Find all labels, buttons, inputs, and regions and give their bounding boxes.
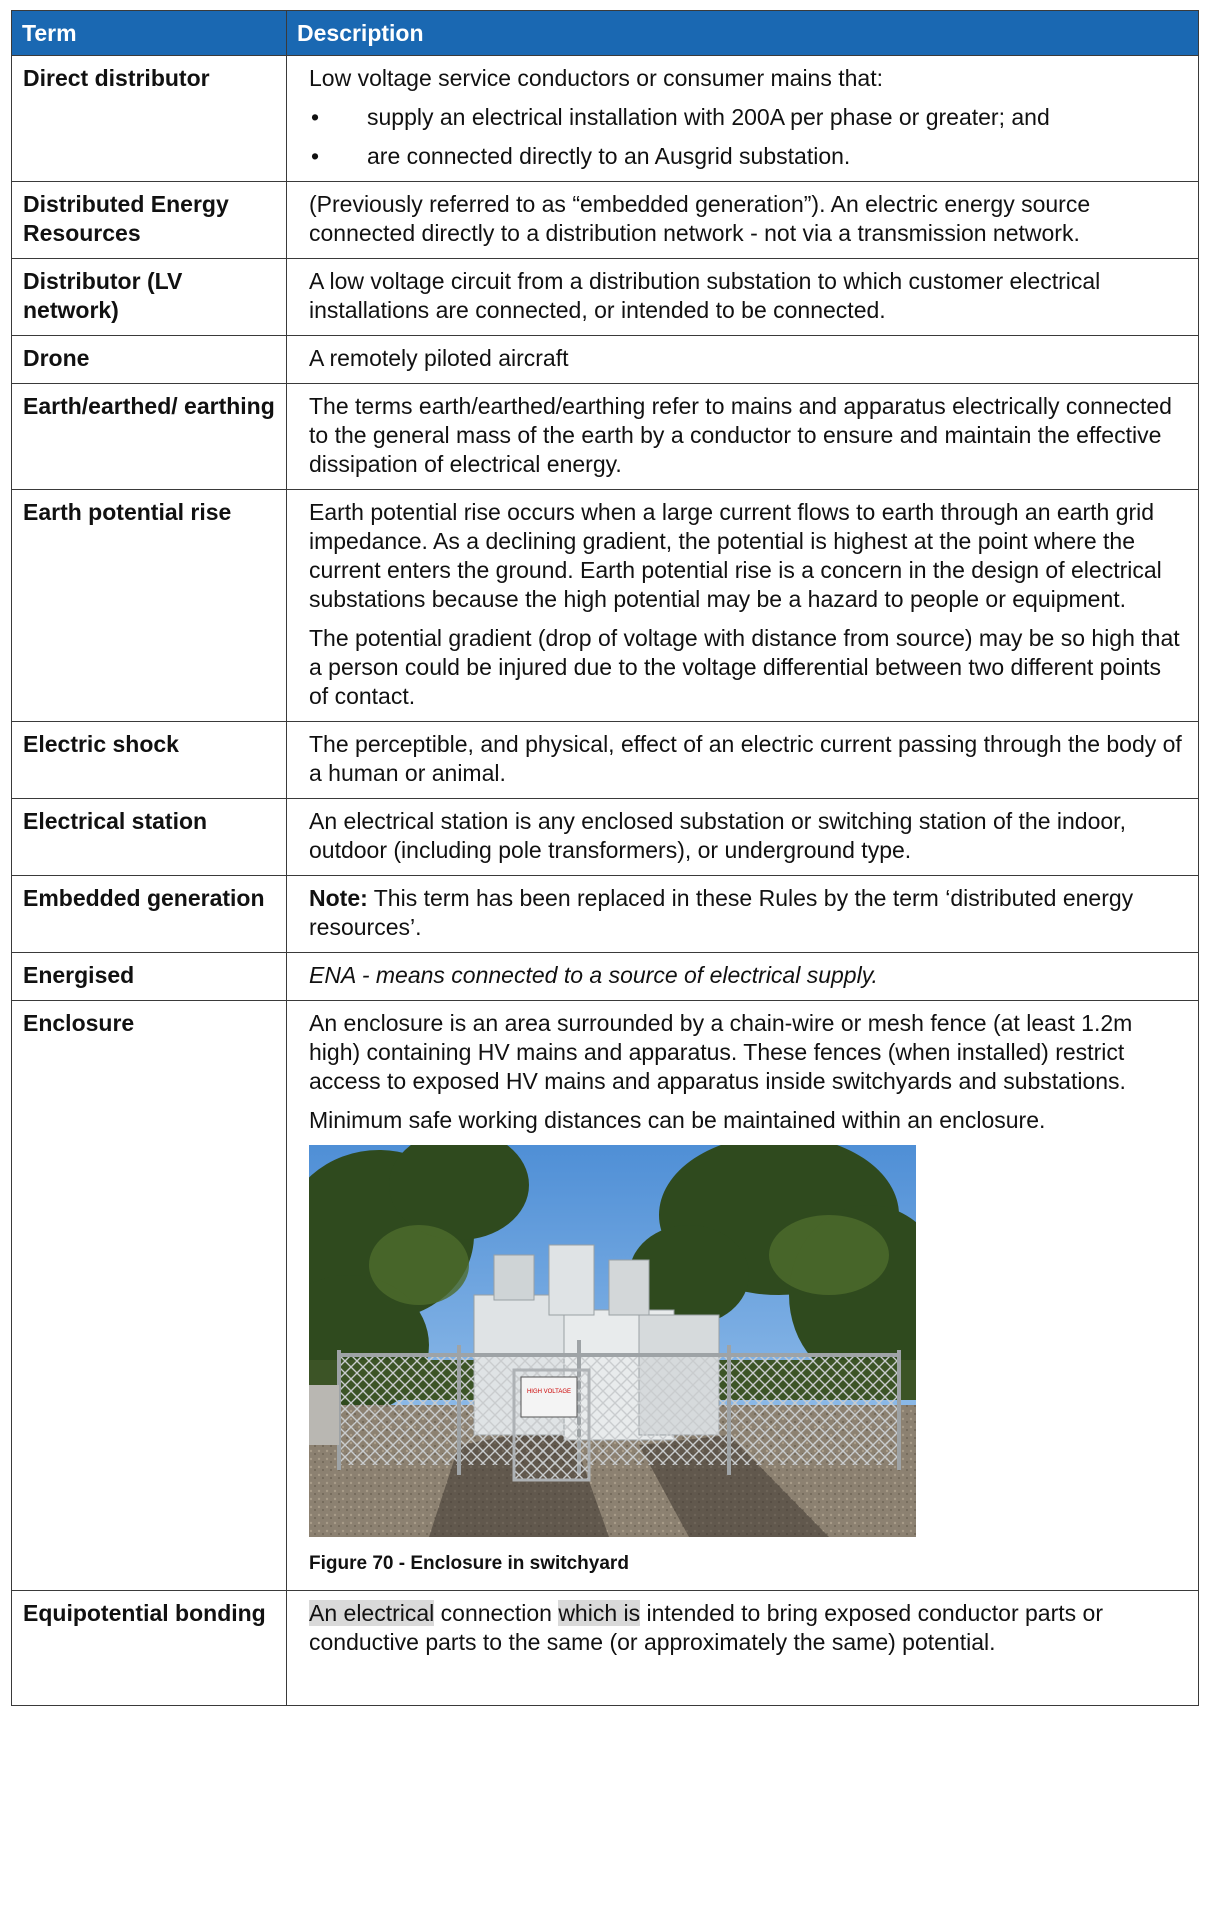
table-row [12,336,1199,384]
term-cell: Electric shock [12,722,287,799]
term-cell: Embedded generation [12,876,287,953]
description-cell [287,56,1199,182]
term-cell: Earth/earthed/ earthing [12,384,287,490]
table-row [12,1591,1199,1706]
table-row [12,953,1199,1001]
highlighted-text: An electrical [309,1600,435,1626]
table-row [12,259,1199,336]
description-paragraph: Earth potential rise occurs when a large current flows to earth through an earth grid impedance. As a declining gradient, the potential is highest at the point where the current enters the ground. Earth potential rise is a concern in the design of electrical substations because the high potential may be a hazard to people or equipment. [309,499,1162,612]
term-cell: Distributed Energy Resources [12,182,287,259]
table-row [12,182,1199,259]
text-span: connection [434,1600,559,1626]
description-cell [287,876,1199,953]
term-cell: Drone [12,336,287,384]
table-row [12,56,1199,182]
note-text: This term has been replaced in these Rules by the term ‘distributed energy resources’. [309,885,1134,940]
switchyard-photo-illustration [309,1145,916,1537]
description-cell: A low voltage circuit from a distribution substation to which customer electrical installations are connected, or intended to be connected. [287,259,1199,336]
description-cell: (Previously referred to as “embedded generation”). An electric energy source connected directly to a distribution network - not via a transmission network. [287,182,1199,259]
term-cell: Distributor (LV network) [12,259,287,336]
table-row [12,1001,1199,1591]
table-row [12,799,1199,876]
bullet-list [309,103,1184,171]
description-cell [287,1591,1199,1706]
term-cell: Electrical station [12,799,287,876]
description-cell: ENA - means connected to a source of electrical supply. [287,953,1199,1001]
header-term: Term [12,11,287,56]
term-cell: Direct distributor [12,56,287,182]
description-intro: Low voltage service conductors or consumer mains that: [309,65,883,91]
highlighted-text: which is [558,1600,641,1626]
term-cell: Earth potential rise [12,490,287,722]
description-paragraph: An enclosure is an area surrounded by a chain-wire or mesh fence (at least 1.2m high) containing HV mains and apparatus. These fences (when installed) restrict access to exposed HV mains and apparatus inside switchyards and substations. [309,1010,1133,1094]
bullet-item: • are connected directly to an Ausgrid substation. [309,142,1184,171]
glossary-table [11,10,1199,1706]
description-cell [287,490,1199,722]
description-cell: A remotely piloted aircraft [287,336,1199,384]
description-cell [287,1001,1199,1591]
table-row [12,876,1199,953]
note-label: Note: [309,885,368,911]
table-row [12,722,1199,799]
text-span: intended to bring exposed conductor parts or conductive parts to the same (or approximately the same) potential. [309,1600,1103,1655]
term-cell: Equipotential bonding [12,1591,287,1706]
svg-text:HIGH VOLTAGE: HIGH VOLTAGE [526,1389,572,1395]
figure-caption: Figure 70 - Enclosure in switchyard [309,1553,629,1574]
enclosure-photo [309,1145,916,1537]
table-row [12,384,1199,490]
bullet-item: • supply an electrical installation with 200A per phase or greater; and [309,103,1184,132]
description-cell: The perceptible, and physical, effect of an electric current passing through the body of a human or animal. [287,722,1199,799]
header-description: Description [287,11,1199,56]
term-cell: Energised [12,953,287,1001]
description-cell: The terms earth/earthed/earthing refer to mains and apparatus electrically connected to the general mass of the earth by a conductor to ensure and maintain the effective dissipation of electrical energy. [287,384,1199,490]
table-row [12,490,1199,722]
header-row [12,11,1199,56]
description-paragraph: The potential gradient (drop of voltage with distance from source) may be so high that a person could be injured due to the voltage differential between two different points of contact. [309,625,1180,709]
description-paragraph: Minimum safe working distances can be maintained within an enclosure. [309,1107,1046,1133]
description-cell: An electrical station is any enclosed substation or switching station of the indoor, outdoor (including pole transformers), or underground type. [287,799,1199,876]
term-cell: Enclosure [12,1001,287,1591]
